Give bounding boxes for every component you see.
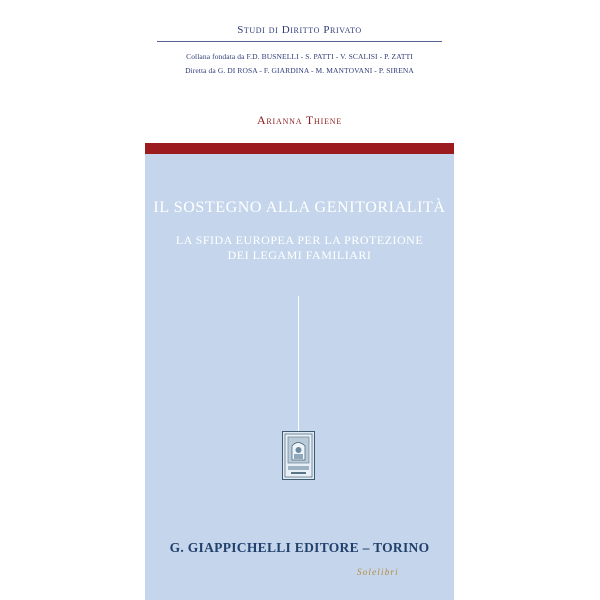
series-editors: Diretta da G. DI ROSA - F. GIARDINA - M. MANTOVANI - P. SIRENA xyxy=(185,66,414,75)
book-cover xyxy=(145,0,454,600)
publisher-emblem-icon xyxy=(282,431,315,480)
imprint-name: Solelibri xyxy=(357,567,399,577)
book-title: IL SOSTEGNO ALLA GENITORIALITÀ xyxy=(153,199,446,216)
vertical-divider xyxy=(298,296,299,432)
book-subtitle-line1: LA SFIDA EUROPEA PER LA PROTEZIONE xyxy=(175,233,424,247)
series-title: Studi di Diritto Privato xyxy=(237,24,362,36)
author-name: Arianna Thiene xyxy=(256,113,343,127)
book-subtitle-line2: DEI LEGAMI FAMILIARI xyxy=(227,248,372,262)
red-band xyxy=(145,143,454,154)
title-panel xyxy=(145,154,454,600)
series-founders: Collana fondata da F.D. BUSNELLI - S. PATTI - V. SCALISI - P. ZATTI xyxy=(186,52,413,61)
publisher-name: G. GIAPPICHELLI EDITORE – TORINO xyxy=(169,540,430,555)
series-divider xyxy=(157,41,442,42)
